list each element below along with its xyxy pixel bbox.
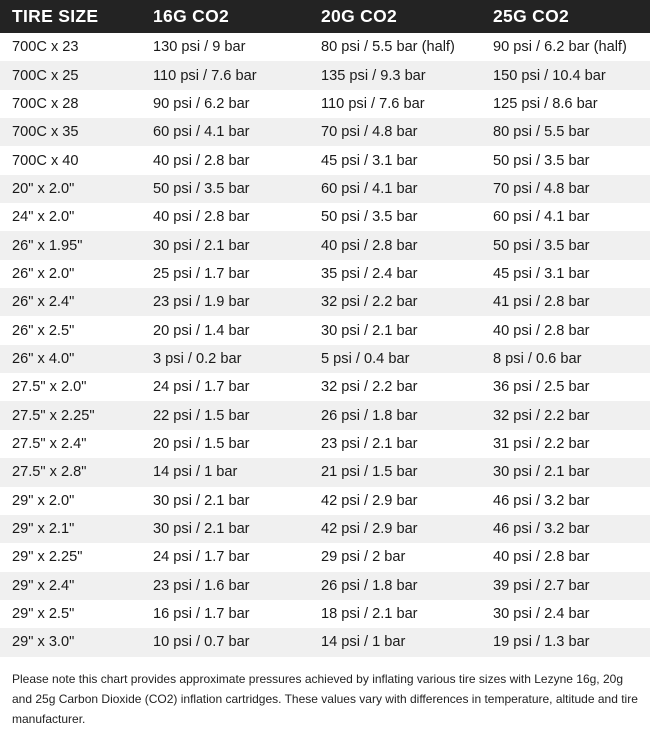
table-row [0, 90, 650, 118]
table-row [0, 373, 650, 401]
table-row [0, 146, 650, 174]
tire-size-cell: 29" x 2.0" [12, 492, 75, 509]
header-tire-size: TIRE SIZE [12, 6, 99, 26]
16g-co2-cell: 10 psi / 0.7 bar [153, 634, 250, 651]
tire-size-cell: 27.5" x 2.0" [12, 379, 87, 396]
footnote: Please note this chart provides approximate pressures achieved by inflating various tire sizes with Lezyne 16g, 20g and 25g Carbon Dioxide (CO2) inflation cartridges. These values vary with differences in temperature, altitude and tire manufacturer. [12, 671, 638, 726]
tire-size-cell: 26" x 2.4" [12, 294, 75, 311]
tire-size-cell: 26" x 1.95" [12, 237, 83, 254]
16g-co2-cell: 24 psi / 1.7 bar [153, 549, 250, 566]
16g-co2-cell: 23 psi / 1.9 bar [153, 294, 250, 311]
20g-co2-cell: 5 psi / 0.4 bar [321, 350, 410, 367]
tire-size-cell: 27.5" x 2.25" [12, 407, 95, 424]
table-row [0, 203, 650, 231]
20g-co2-cell: 70 psi / 4.8 bar [321, 124, 418, 141]
16g-co2-cell: 24 psi / 1.7 bar [153, 379, 250, 396]
16g-co2-cell: 50 psi / 3.5 bar [153, 180, 250, 197]
20g-co2-cell: 26 psi / 1.8 bar [321, 407, 418, 424]
tire-size-cell: 26" x 4.0" [12, 350, 75, 367]
table-row [0, 401, 650, 429]
25g-co2-cell: 46 psi / 3.2 bar [493, 521, 590, 538]
table-row [0, 543, 650, 571]
20g-co2-cell: 80 psi / 5.5 bar (half) [321, 39, 455, 56]
25g-co2-cell: 46 psi / 3.2 bar [493, 492, 590, 509]
table-row [0, 487, 650, 515]
table-row [0, 572, 650, 600]
table-row [0, 175, 650, 203]
25g-co2-cell: 41 psi / 2.8 bar [493, 294, 590, 311]
table-row [0, 288, 650, 316]
16g-co2-cell: 130 psi / 9 bar [153, 39, 246, 56]
20g-co2-cell: 35 psi / 2.4 bar [321, 265, 418, 282]
16g-co2-cell: 16 psi / 1.7 bar [153, 606, 250, 623]
20g-co2-cell: 42 psi / 2.9 bar [321, 521, 418, 538]
20g-co2-cell: 60 psi / 4.1 bar [321, 180, 418, 197]
header-row [0, 0, 650, 33]
table-row [0, 458, 650, 486]
tire-size-cell: 27.5" x 2.4" [12, 435, 87, 452]
tire-size-cell: 700C x 28 [12, 95, 79, 112]
table-row [0, 231, 650, 259]
25g-co2-cell: 150 psi / 10.4 bar [493, 67, 606, 84]
tire-size-cell: 700C x 40 [12, 152, 79, 169]
table-body [0, 33, 650, 657]
header-20g-co2: 20G CO2 [321, 6, 398, 26]
tire-size-cell: 20" x 2.0" [12, 180, 75, 197]
25g-co2-cell: 30 psi / 2.1 bar [493, 464, 590, 481]
20g-co2-cell: 45 psi / 3.1 bar [321, 152, 418, 169]
20g-co2-cell: 21 psi / 1.5 bar [321, 464, 418, 481]
table-header [0, 0, 650, 33]
25g-co2-cell: 50 psi / 3.5 bar [493, 152, 590, 169]
16g-co2-cell: 20 psi / 1.4 bar [153, 322, 250, 339]
16g-co2-cell: 40 psi / 2.8 bar [153, 209, 250, 226]
20g-co2-cell: 32 psi / 2.2 bar [321, 294, 418, 311]
header-16g-co2: 16G CO2 [153, 6, 230, 26]
16g-co2-cell: 25 psi / 1.7 bar [153, 265, 250, 282]
tire-size-cell: 29" x 2.5" [12, 606, 75, 623]
16g-co2-cell: 60 psi / 4.1 bar [153, 124, 250, 141]
25g-co2-cell: 19 psi / 1.3 bar [493, 634, 590, 651]
20g-co2-cell: 135 psi / 9.3 bar [321, 67, 426, 84]
16g-co2-cell: 90 psi / 6.2 bar [153, 95, 250, 112]
tire-size-cell: 700C x 35 [12, 124, 79, 141]
25g-co2-cell: 30 psi / 2.4 bar [493, 606, 590, 623]
16g-co2-cell: 30 psi / 2.1 bar [153, 492, 250, 509]
16g-co2-cell: 14 psi / 1 bar [153, 464, 238, 481]
20g-co2-cell: 40 psi / 2.8 bar [321, 237, 418, 254]
table-row [0, 61, 650, 89]
16g-co2-cell: 22 psi / 1.5 bar [153, 407, 250, 424]
25g-co2-cell: 32 psi / 2.2 bar [493, 407, 590, 424]
20g-co2-cell: 110 psi / 7.6 bar [321, 95, 425, 112]
25g-co2-cell: 45 psi / 3.1 bar [493, 265, 590, 282]
25g-co2-cell: 8 psi / 0.6 bar [493, 350, 582, 367]
table-row [0, 628, 650, 656]
16g-co2-cell: 30 psi / 2.1 bar [153, 521, 250, 538]
25g-co2-cell: 50 psi / 3.5 bar [493, 237, 590, 254]
25g-co2-cell: 40 psi / 2.8 bar [493, 322, 590, 339]
25g-co2-cell: 39 psi / 2.7 bar [493, 577, 590, 594]
tire-size-cell: 29" x 2.1" [12, 521, 75, 538]
16g-co2-cell: 40 psi / 2.8 bar [153, 152, 250, 169]
table-row [0, 430, 650, 458]
25g-co2-cell: 125 psi / 8.6 bar [493, 95, 598, 112]
16g-co2-cell: 110 psi / 7.6 bar [153, 67, 257, 84]
tire-size-cell: 29" x 2.4" [12, 577, 75, 594]
table-row [0, 345, 650, 373]
table-row [0, 33, 650, 61]
header-25g-co2: 25G CO2 [493, 6, 570, 26]
20g-co2-cell: 26 psi / 1.8 bar [321, 577, 418, 594]
25g-co2-cell: 40 psi / 2.8 bar [493, 549, 590, 566]
20g-co2-cell: 18 psi / 2.1 bar [321, 606, 418, 623]
25g-co2-cell: 36 psi / 2.5 bar [493, 379, 590, 396]
25g-co2-cell: 31 psi / 2.2 bar [493, 435, 590, 452]
tire-size-cell: 26" x 2.0" [12, 265, 75, 282]
16g-co2-cell: 3 psi / 0.2 bar [153, 350, 242, 367]
table-row [0, 515, 650, 543]
table-row [0, 316, 650, 344]
table-row [0, 600, 650, 628]
25g-co2-cell: 80 psi / 5.5 bar [493, 124, 590, 141]
20g-co2-cell: 14 psi / 1 bar [321, 634, 406, 651]
tire-size-cell: 29" x 2.25" [12, 549, 83, 566]
20g-co2-cell: 42 psi / 2.9 bar [321, 492, 418, 509]
tire-size-cell: 27.5" x 2.8" [12, 464, 87, 481]
table-row [0, 260, 650, 288]
table-row [0, 118, 650, 146]
16g-co2-cell: 20 psi / 1.5 bar [153, 435, 250, 452]
16g-co2-cell: 30 psi / 2.1 bar [153, 237, 250, 254]
20g-co2-cell: 32 psi / 2.2 bar [321, 379, 418, 396]
16g-co2-cell: 23 psi / 1.6 bar [153, 577, 250, 594]
tire-size-cell: 26" x 2.5" [12, 322, 75, 339]
tire-size-cell: 24" x 2.0" [12, 209, 75, 226]
tire-size-cell: 700C x 23 [12, 39, 79, 56]
tire-size-cell: 700C x 25 [12, 67, 79, 84]
20g-co2-cell: 50 psi / 3.5 bar [321, 209, 418, 226]
20g-co2-cell: 30 psi / 2.1 bar [321, 322, 418, 339]
20g-co2-cell: 29 psi / 2 bar [321, 549, 406, 566]
20g-co2-cell: 23 psi / 2.1 bar [321, 435, 418, 452]
25g-co2-cell: 60 psi / 4.1 bar [493, 209, 590, 226]
25g-co2-cell: 70 psi / 4.8 bar [493, 180, 590, 197]
tire-size-cell: 29" x 3.0" [12, 634, 75, 651]
25g-co2-cell: 90 psi / 6.2 bar (half) [493, 39, 627, 56]
